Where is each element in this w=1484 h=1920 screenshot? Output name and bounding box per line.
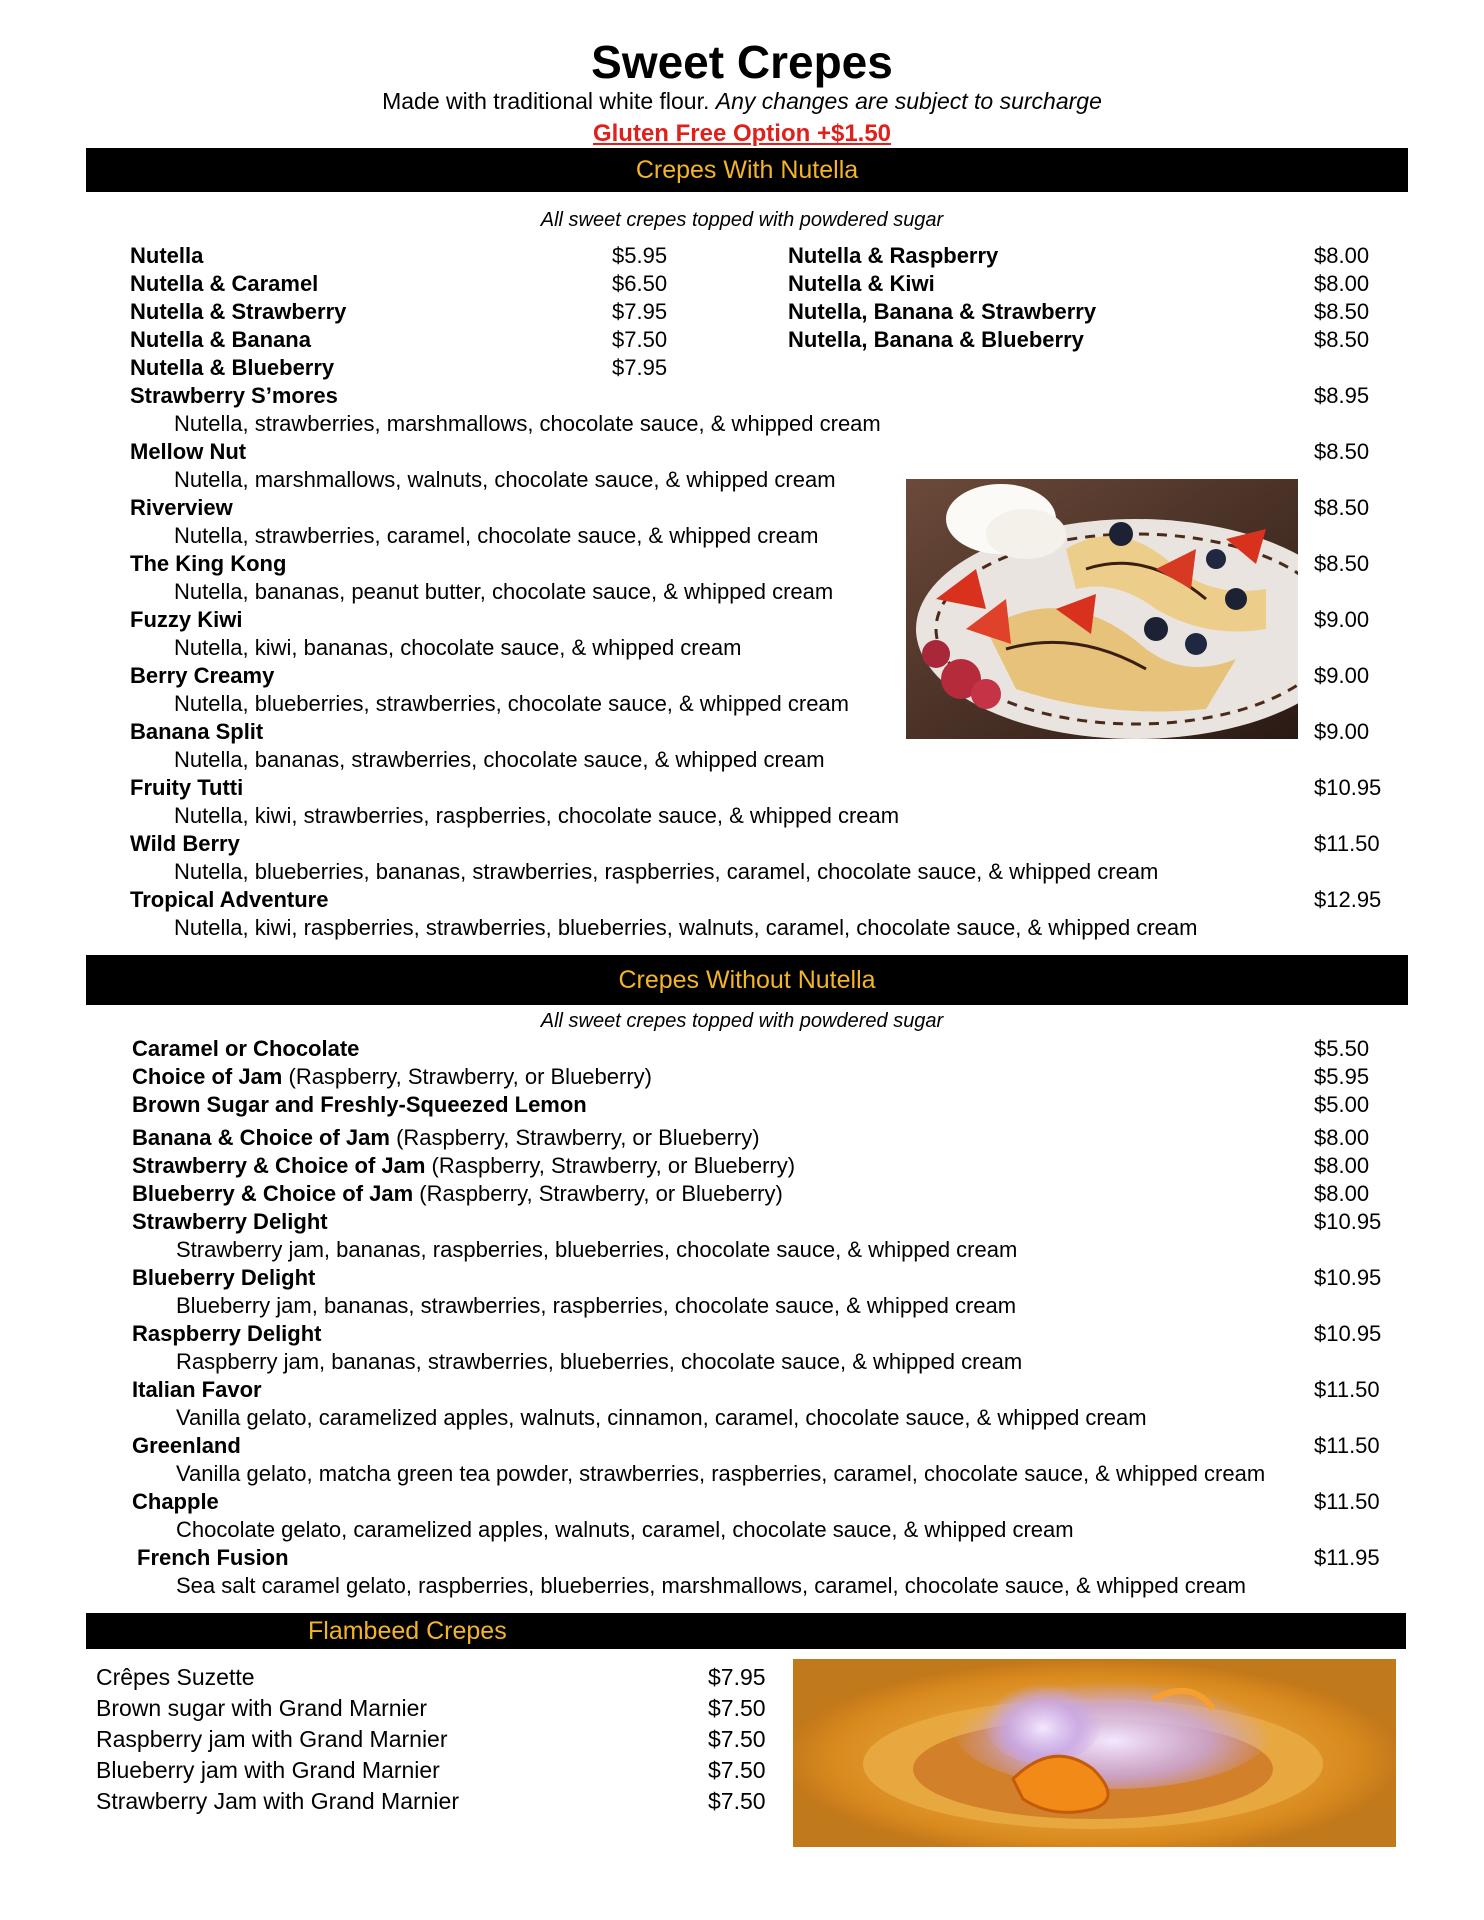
menu-item-price: $10.95	[1314, 1265, 1382, 1290]
menu-item-price: $11.95	[1314, 1545, 1380, 1570]
menu-item-price: $9.00	[1314, 663, 1370, 688]
menu-item-name: The King Kong	[130, 551, 287, 576]
menu-item-description: Vanilla gelato, caramelized apples, walnuts, cinnamon, caramel, chocolate sauce, & whipped cream	[176, 1405, 1147, 1430]
flambeed-item-name: Strawberry Jam with Grand Marnier	[96, 1788, 459, 1814]
menu-item-description: Nutella, kiwi, strawberries, raspberries, chocolate sauce, & whipped cream	[174, 803, 900, 828]
menu-item-name: Fuzzy Kiwi	[130, 607, 243, 632]
menu-item-price: $7.95	[612, 299, 668, 324]
menu-item-name: Berry Creamy	[130, 663, 275, 688]
menu-item	[132, 1035, 359, 1063]
section-header-nutella: Crepes With Nutella	[86, 148, 1408, 192]
menu-item-name: French Fusion	[137, 1545, 289, 1570]
menu-item-description: Nutella, bananas, peanut butter, chocolate sauce, & whipped cream	[174, 579, 834, 604]
menu-item	[132, 1152, 795, 1180]
flambeed-item-name: Blueberry jam with Grand Marnier	[96, 1757, 440, 1783]
menu-item-price: $8.50	[1314, 327, 1370, 352]
flambeed-item-price: $7.50	[708, 1757, 766, 1783]
menu-item-price: $8.00	[1314, 1181, 1370, 1206]
menu-item-name: Strawberry Delight	[132, 1209, 328, 1234]
menu-item-name: Wild Berry	[130, 831, 240, 856]
menu-item-price: $10.95	[1314, 1209, 1382, 1234]
menu-item-name: Strawberry S’mores	[130, 383, 338, 408]
section-header-flambeed-label: Flambeed Crepes	[308, 1617, 507, 1645]
menu-item-name: Choice of Jam	[132, 1064, 283, 1089]
menu-item-name: Nutella & Kiwi	[788, 271, 935, 296]
menu-item-description: Nutella, bananas, strawberries, chocolate sauce, & whipped cream	[174, 747, 825, 772]
menu-item-price: $8.00	[1314, 243, 1370, 268]
menu-item-price: $8.00	[1314, 1153, 1370, 1178]
menu-item-name: Nutella, Banana & Strawberry	[788, 299, 1097, 324]
menu-item-name: Blueberry & Choice of Jam	[132, 1181, 414, 1206]
menu-item-price: $7.95	[612, 355, 668, 380]
section-header-no-nutella: Crepes Without Nutella	[86, 955, 1408, 1005]
menu-item-name: Nutella & Banana	[130, 327, 311, 352]
menu-item-description: Blueberry jam, bananas, strawberries, raspberries, chocolate sauce, & whipped cream	[176, 1293, 1017, 1318]
menu-item-price: $8.00	[1314, 271, 1370, 296]
menu-item-price: $5.95	[612, 243, 668, 268]
subtitle-italic: Any changes are subject to surcharge	[715, 88, 1102, 114]
menu-item-price: $8.50	[1314, 551, 1370, 576]
menu-item-name: Fruity Tutti	[130, 775, 244, 800]
menu-item-description: Nutella, strawberries, caramel, chocolate sauce, & whipped cream	[174, 523, 819, 548]
menu-item-name: Mellow Nut	[130, 439, 247, 464]
section-header-flambeed	[86, 1613, 1406, 1649]
menu-item-name: Strawberry & Choice of Jam	[132, 1153, 426, 1178]
flambeed-item-price: $7.50	[708, 1788, 766, 1814]
menu-item-name: Banana & Choice of Jam	[132, 1125, 390, 1150]
menu-item-note: (Raspberry, Strawberry, or Blueberry)	[389, 1125, 760, 1150]
menu-item-name: Nutella & Strawberry	[130, 299, 347, 324]
menu-item-price: $5.95	[1314, 1064, 1370, 1089]
flambeed-item-name: Raspberry jam with Grand Marnier	[96, 1726, 448, 1752]
menu-item-name: Brown Sugar and Freshly-Squeezed Lemon	[132, 1092, 587, 1117]
flambeed-item-price: $7.95	[708, 1664, 766, 1690]
menu-item-description: Nutella, kiwi, raspberries, strawberries, blueberries, walnuts, caramel, chocolate sauce, & whipped cream	[174, 915, 1198, 940]
flambeed-item-name: Crêpes Suzette	[96, 1664, 255, 1690]
subtitle	[0, 86, 1484, 116]
menu-item-price: $6.50	[612, 271, 668, 296]
menu-item-description: Nutella, blueberries, bananas, strawberries, raspberries, caramel, chocolate sauce, & whipped cream	[174, 859, 1159, 884]
menu-item-name: Riverview	[130, 495, 233, 520]
menu-item-name: Caramel or Chocolate	[132, 1036, 360, 1061]
flambeed-item-price: $7.50	[708, 1726, 766, 1752]
menu-item-name: Nutella & Blueberry	[130, 355, 335, 380]
flambeed-item-price: $7.50	[708, 1695, 766, 1721]
menu-item-price: $10.95	[1314, 775, 1382, 800]
menu-item	[132, 1091, 587, 1119]
menu-item-price: $8.50	[1314, 299, 1370, 324]
menu-item-name: Greenland	[132, 1433, 241, 1458]
menu-item-price: $5.50	[1314, 1036, 1370, 1061]
menu-item	[132, 1124, 760, 1152]
menu-item-note: (Raspberry, Strawberry, or Blueberry)	[413, 1181, 783, 1206]
menu-item-description: Nutella, kiwi, bananas, chocolate sauce, & whipped cream	[174, 635, 742, 660]
menu-item-price: $8.95	[1314, 383, 1370, 408]
menu-item-description: Chocolate gelato, caramelized apples, walnuts, caramel, chocolate sauce, & whipped cream	[176, 1517, 1074, 1542]
menu-item-note: (Raspberry, Strawberry, or Blueberry)	[425, 1153, 796, 1178]
menu-item-description: Nutella, strawberries, marshmallows, chocolate sauce, & whipped cream	[174, 411, 881, 436]
menu-item-name: Banana Split	[130, 719, 264, 744]
menu-item-name: Nutella & Caramel	[130, 271, 319, 296]
menu-item-name: Nutella & Raspberry	[788, 243, 999, 268]
subtitle-plain: Made with traditional white flour.	[382, 88, 710, 114]
crepe-with-berries-photo	[906, 479, 1298, 739]
menu-item-price: $11.50	[1314, 1377, 1380, 1402]
menu-item-price: $7.50	[612, 327, 668, 352]
flambeed-item-name: Brown sugar with Grand Marnier	[96, 1695, 428, 1721]
menu-item-name: Tropical Adventure	[130, 887, 329, 912]
menu-item-name: Nutella, Banana & Blueberry	[788, 327, 1084, 352]
menu-item-description: Sea salt caramel gelato, raspberries, blueberries, marshmallows, caramel, chocolate sauce, & whipped cream	[176, 1573, 1246, 1598]
menu-item-name: Blueberry Delight	[132, 1265, 316, 1290]
menu-item-price: $12.95	[1314, 887, 1382, 912]
nutella-tagline: All sweet crepes topped with powdered sugar	[540, 209, 944, 231]
menu-item-name: Nutella	[130, 243, 204, 268]
menu-item-description: Strawberry jam, bananas, raspberries, blueberries, chocolate sauce, & whipped cream	[176, 1237, 1018, 1262]
flambeed-crepe-photo	[793, 1659, 1396, 1847]
menu-item-price: $11.50	[1314, 1433, 1380, 1458]
menu-item-name: Chapple	[132, 1489, 219, 1514]
menu-item-note: (Raspberry, Strawberry, or Blueberry)	[282, 1064, 652, 1089]
menu-item	[132, 1063, 652, 1091]
menu-item-name: Italian Favor	[132, 1377, 262, 1402]
menu-item-price: $8.50	[1314, 495, 1370, 520]
menu-item-price: $8.50	[1314, 439, 1370, 464]
page-title: Sweet Crepes	[591, 36, 893, 88]
menu-item-price: $11.50	[1314, 1489, 1380, 1514]
menu-item-description: Vanilla gelato, matcha green tea powder, strawberries, raspberries, caramel, chocolate sauce, & whipped cream	[176, 1461, 1266, 1486]
menu-item-price: $8.00	[1314, 1125, 1370, 1150]
menu-item-description: Nutella, marshmallows, walnuts, chocolate sauce, & whipped cream	[174, 467, 836, 492]
menu-item-price: $9.00	[1314, 719, 1370, 744]
menu-item-price: $10.95	[1314, 1321, 1382, 1346]
no-nutella-tagline: All sweet crepes topped with powdered sugar	[540, 1010, 944, 1032]
menu-item-description: Raspberry jam, bananas, strawberries, blueberries, chocolate sauce, & whipped cream	[176, 1349, 1023, 1374]
menu-item-price: $5.00	[1314, 1092, 1370, 1117]
menu-item-description: Nutella, blueberries, strawberries, chocolate sauce, & whipped cream	[174, 691, 849, 716]
menu-item-name: Raspberry Delight	[132, 1321, 322, 1346]
menu-item-price: $11.50	[1314, 831, 1380, 856]
gluten-free-option: Gluten Free Option +$1.50	[592, 120, 892, 147]
menu-item	[132, 1180, 783, 1208]
menu-item-price: $9.00	[1314, 607, 1370, 632]
